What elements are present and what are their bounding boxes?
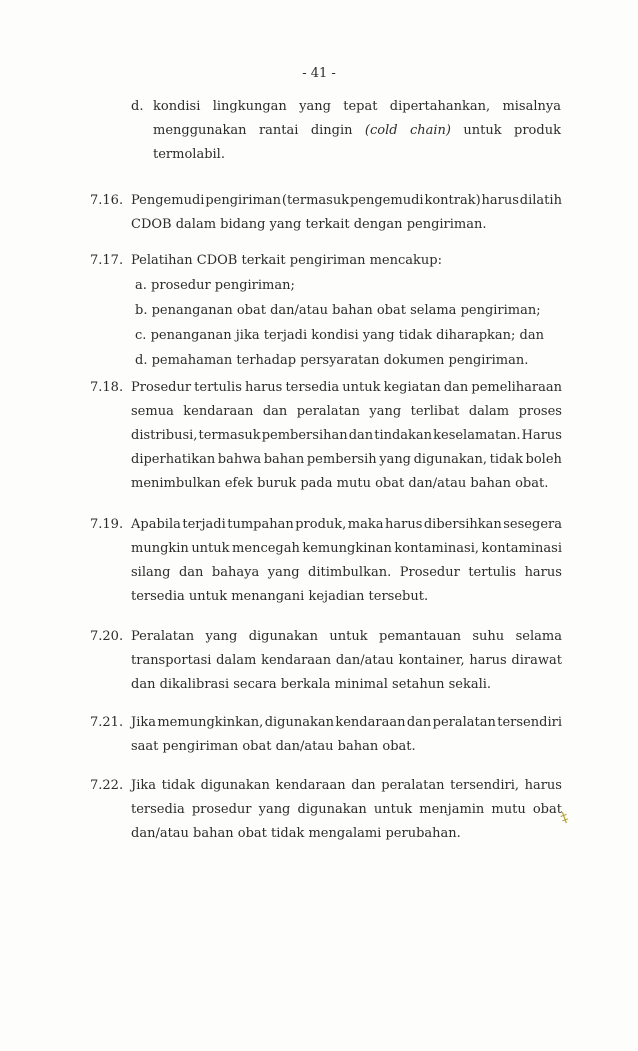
section-number: 7.18.: [90, 380, 124, 395]
section-intro: Pelatihan CDOB terkait pengiriman mencakup:: [131, 253, 442, 268]
initial-mark: ‡: [558, 809, 571, 827]
section-number: 7.22.: [90, 778, 124, 793]
section-number: 7.16.: [90, 193, 124, 208]
section-number: 7.20.: [90, 629, 124, 644]
list-item: a. prosedur pengiriman;: [135, 278, 295, 293]
page-number: - 41 -: [302, 66, 336, 81]
list-item: c. penanganan jika terjadi kondisi yang tidak diharapkan; dan: [135, 328, 544, 343]
section-number: 7.21.: [90, 715, 124, 730]
list-item: d. pemahaman terhadap persyaratan dokumen pengiriman.: [135, 353, 529, 368]
list-item: b. penanganan obat dan/atau bahan obat selama pengiriman;: [135, 303, 541, 318]
section-number: 7.17.: [90, 253, 124, 268]
item-d-line-2: menggunakan rantai dingin (cold chain) untuk produk: [153, 123, 561, 138]
item-d-line-1: kondisi lingkungan yang tepat dipertahankan, misalnya: [153, 99, 561, 114]
item-d-line-3: termolabil.: [153, 147, 225, 162]
document-page: - 41 - d. kondisi lingkungan yang tepat dipertahankan, misalnya menggunakan rantai dingin (cold chain) untuk produk termolabil. 7.16. Pengemudi pengiriman (termasuk pengemudi kontrak) harus dilatih CDOB dalam bidang yang terkait dengan pengiriman. 7.17. Pelatihan CDOB terkait pengiriman mencakup: a. prosedur pengiriman; b. penanganan obat dan/atau bahan obat selama pengiriman; c. penanganan jika terjadi kondisi yang tidak diharapkan; dan d. pemahaman terhadap persyaratan dokumen pengiriman. 7.18. Prosedur tertulis harus tersedia untuk kegiatan dan pemeliharaan semua kendaraan dan peralatan yang terlibat dalam proses distribusi, termasuk pembersihan dan tindakan keselamatan. Harus diperhatikan bahwa bahan pembersih yang digunakan, tidak boleh menimbulkan efek buruk pada mutu obat dan/atau bahan obat. 7.19. Apabila terjadi tumpahan produk, maka harus dibersihkan sesegera mungkin untuk mencegah kemungkinan kontaminasi, kontaminasi silang dan bahaya yang ditimbulkan. Prosedur tertulis harus tersedia untuk menangani kejadian tersebut. 7.20. Peralatan yang digunakan untuk pemantauan suhu selama transportasi dalam kendaraan dan/atau kontainer, harus dirawat dan dikalibrasi secara berkala minimal setahun sekali. 7.21. Jika memungkinkan, digunakan kendaraan dan peralatan tersendiri saat pengiriman obat dan/atau bahan obat. 7.22. Jika tidak digunakan kendaraan dan peralatan tersendiri, harus tersedia prosedur yang digunakan untuk menjamin mutu obat dan/atau bahan obat tidak mengalami perubahan. ‡: [0, 0, 638, 1051]
item-d-label: d.: [131, 99, 144, 114]
section-number: 7.19.: [90, 517, 124, 532]
